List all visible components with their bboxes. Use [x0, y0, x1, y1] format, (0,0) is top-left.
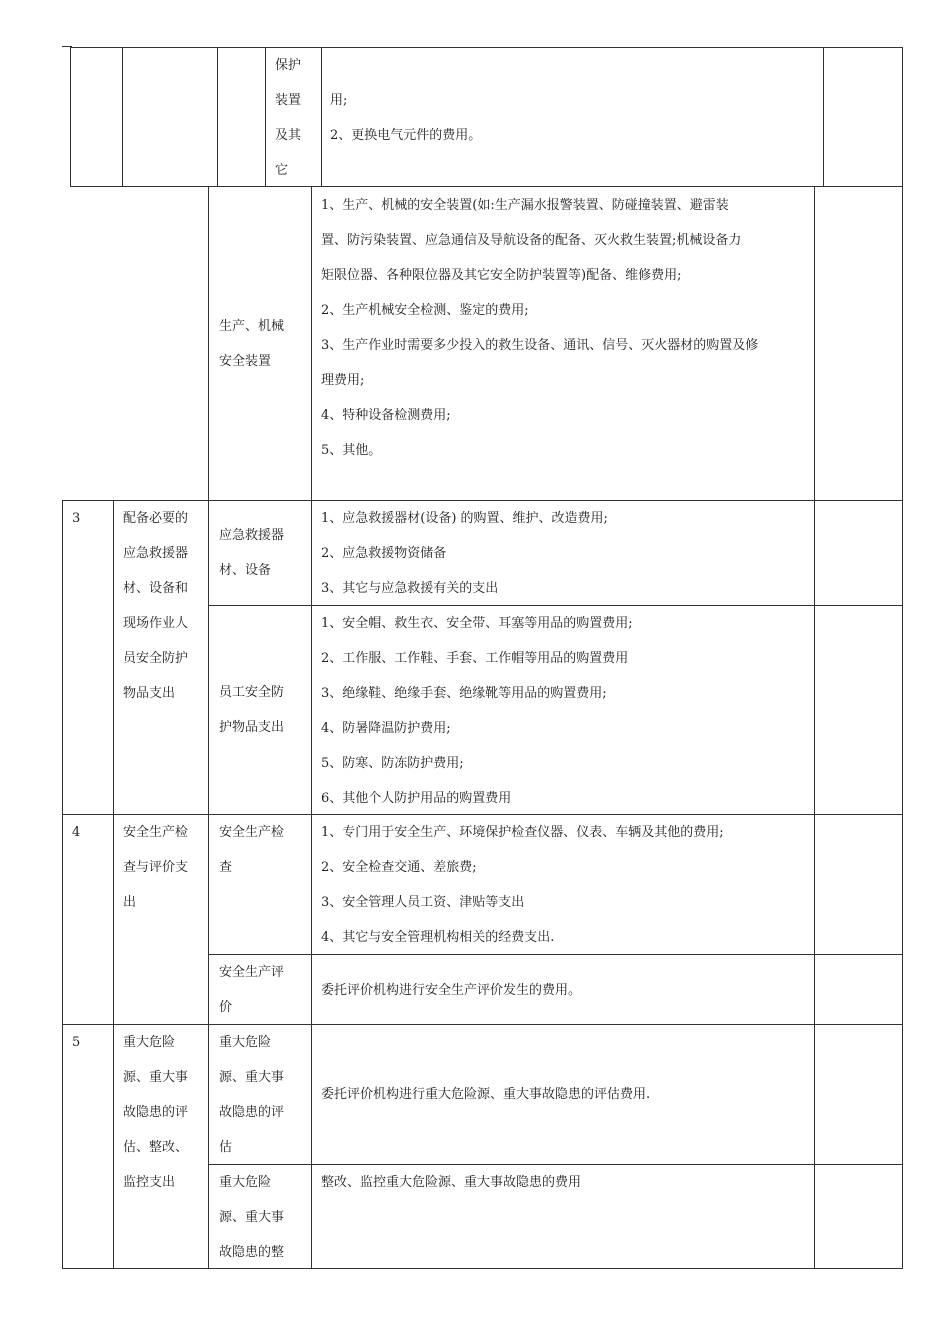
sec4-title-line: 出 — [123, 895, 137, 910]
cont-detail-cell — [321, 47, 824, 187]
sec3-row2-category-line: 护物品支出 — [219, 720, 285, 735]
sec4-row1-detail-line: 4、其它与安全管理机构相关的经费支出. — [321, 930, 555, 945]
mech-detail-line: 5、其他。 — [321, 443, 382, 458]
sec5-number-cell — [62, 1024, 114, 1269]
cont-title-cell — [122, 47, 218, 187]
sec3-row2-detail-line: 1、安全帽、救生衣、安全带、耳塞等用品的购置费用; — [321, 616, 633, 631]
mech-detail-line: 理费用; — [321, 373, 365, 388]
sec5-title-line: 监控支出 — [123, 1175, 176, 1190]
sec5-row2-remark-cell — [814, 1164, 903, 1269]
sec5-row2-category-cell — [208, 1164, 312, 1269]
sec4-title-line: 查与评价支 — [123, 860, 189, 875]
sec3-row2-detail-line: 2、工作服、工作鞋、手套、工作帽等用品的购置费用 — [321, 651, 629, 666]
sec4-row2-detail-cell — [311, 954, 815, 1025]
sec4-title-line: 安全生产检 — [123, 825, 189, 840]
cont-category-cell — [265, 47, 322, 187]
sec5-row2-detail-cell — [311, 1164, 815, 1269]
sec4-row2-detail-line: 委托评价机构进行安全生产评价发生的费用。 — [321, 983, 582, 998]
sec3-number-cell — [62, 500, 114, 815]
sec4-row1-remark-cell — [814, 814, 903, 955]
sec5-title-line: 估、整改、 — [123, 1140, 189, 1155]
sec4-number: 4 — [72, 825, 81, 840]
sec5-title-line: 源、重大事 — [123, 1070, 189, 1085]
sec5-title-line: 重大危险 — [123, 1035, 176, 1050]
sec5-row2-category-line: 故隐患的整 — [219, 1245, 285, 1260]
sec4-number-cell — [62, 814, 114, 1025]
sec4-row1-detail-cell — [311, 814, 815, 955]
mech-detail-line: 3、生产作业时需要多少投入的救生设备、通讯、信号、灭火器材的购置及修 — [321, 338, 759, 353]
sec5-row1-category-line: 重大危险 — [219, 1035, 272, 1050]
sec3-row2-category-line: 员工安全防 — [219, 685, 285, 700]
mech-detail-line: 4、特种设备检测费用; — [321, 408, 451, 423]
sec5-row1-category-line: 源、重大事 — [219, 1070, 285, 1085]
cont-detail-line: 2、更换电气元件的费用。 — [330, 128, 482, 143]
cont-sub-cell — [217, 47, 266, 187]
cont-category-line: 装置 — [275, 93, 302, 108]
sec3-title-line: 材、设备和 — [123, 581, 189, 596]
cont-category-line: 它 — [275, 163, 289, 178]
cont-remark-cell — [823, 47, 903, 187]
mech-detail-cell — [311, 186, 815, 501]
sec5-number: 5 — [72, 1035, 81, 1050]
sec3-row2-detail-line: 3、绝缘鞋、绝缘手套、绝缘靴等用品的购置费用; — [321, 686, 607, 701]
sec5-row1-category-cell — [208, 1024, 312, 1165]
sec4-row1-category-cell — [208, 814, 312, 955]
sec4-row2-remark-cell — [814, 954, 903, 1025]
sec3-row1-detail-cell — [311, 500, 815, 606]
sec3-row1-category-line: 材、设备 — [219, 563, 272, 578]
sec5-row2-category-line: 重大危险 — [219, 1175, 272, 1190]
sec3-row2-category-cell — [208, 605, 312, 815]
sec3-row2-detail-line: 5、防寒、防冻防护费用; — [321, 756, 464, 771]
sec4-row2-category-cell — [208, 954, 312, 1025]
sec3-title-cell — [113, 500, 209, 815]
mech-remark-cell — [814, 186, 903, 501]
sec3-title-line: 应急救援器 — [123, 546, 189, 561]
sec5-row1-detail-cell — [311, 1024, 815, 1165]
sec5-row1-remark-cell — [814, 1024, 903, 1165]
sec5-title-line: 故隐患的评 — [123, 1105, 189, 1120]
sec3-row2-detail-line: 6、其他个人防护用品的购置费用 — [321, 791, 512, 806]
mech-category-line: 生产、机械 — [219, 319, 285, 334]
sec4-row1-category-line: 安全生产检 — [219, 825, 285, 840]
sec5-row1-category-line: 估 — [219, 1140, 233, 1155]
sec4-row2-category-line: 安全生产评 — [219, 965, 285, 980]
sec4-title-cell — [113, 814, 209, 1025]
sec3-title-line: 现场作业人 — [123, 616, 189, 631]
sec3-row2-remark-cell — [814, 605, 903, 815]
mech-category-cell — [208, 186, 312, 501]
sec3-row1-detail-line: 2、应急救援物资储备 — [321, 546, 447, 561]
sec3-row1-category-line: 应急救援器 — [219, 528, 285, 543]
sec5-title-cell — [113, 1024, 209, 1269]
cont-detail-line: 用; — [330, 93, 348, 108]
sec3-row2-detail-cell — [311, 605, 815, 815]
mech-category-line: 安全装置 — [219, 354, 272, 369]
sec5-row1-detail-line: 委托评价机构进行重大危险源、重大事故隐患的评估费用. — [321, 1087, 651, 1102]
sec3-row1-remark-cell — [814, 500, 903, 606]
sec3-row1-detail-line: 3、其它与应急救援有关的支出 — [321, 581, 499, 596]
cont-category-line: 及其 — [275, 128, 302, 143]
sec3-title-line: 物品支出 — [123, 686, 176, 701]
sec3-row1-detail-line: 1、应急救援器材(设备) 的购置、维护、改造费用; — [321, 511, 608, 526]
cont-category-line: 保护 — [275, 58, 302, 73]
sec3-number: 3 — [72, 511, 81, 526]
mech-detail-line: 1、生产、机械的安全装置(如:生产漏水报警装置、防碰撞装置、避雷装 — [321, 198, 729, 213]
sec4-row2-category-line: 价 — [219, 1000, 233, 1015]
sec4-row1-detail-line: 2、安全检查交通、差旅费; — [321, 860, 477, 875]
sec5-row2-category-line: 源、重大事 — [219, 1210, 285, 1225]
sec5-row2-detail-line: 整改、监控重大危险源、重大事故隐患的费用 — [321, 1175, 582, 1190]
sec4-row1-detail-line: 1、专门用于安全生产、环境保护检查仪器、仪表、车辆及其他的费用; — [321, 825, 724, 840]
mech-detail-line: 2、生产机械安全检测、鉴定的费用; — [321, 303, 529, 318]
cont-no-cell — [70, 47, 123, 187]
mech-detail-line: 矩限位器、各种限位器及其它安全防护装置等)配备、维修费用; — [321, 268, 682, 283]
sec5-row1-category-line: 故隐患的评 — [219, 1105, 285, 1120]
sec4-row1-category-line: 查 — [219, 860, 233, 875]
sec3-title-line: 员安全防护 — [123, 651, 189, 666]
sec3-title-line: 配备必要的 — [123, 511, 189, 526]
sec3-row1-category-cell — [208, 500, 312, 606]
mech-detail-line: 置、防污染装置、应急通信及导航设备的配备、灭火救生装置;机械设备力 — [321, 233, 742, 248]
sec4-row1-detail-line: 3、安全管理人员工资、津贴等支出 — [321, 895, 525, 910]
sec3-row2-detail-line: 4、防暑降温防护费用; — [321, 721, 451, 736]
